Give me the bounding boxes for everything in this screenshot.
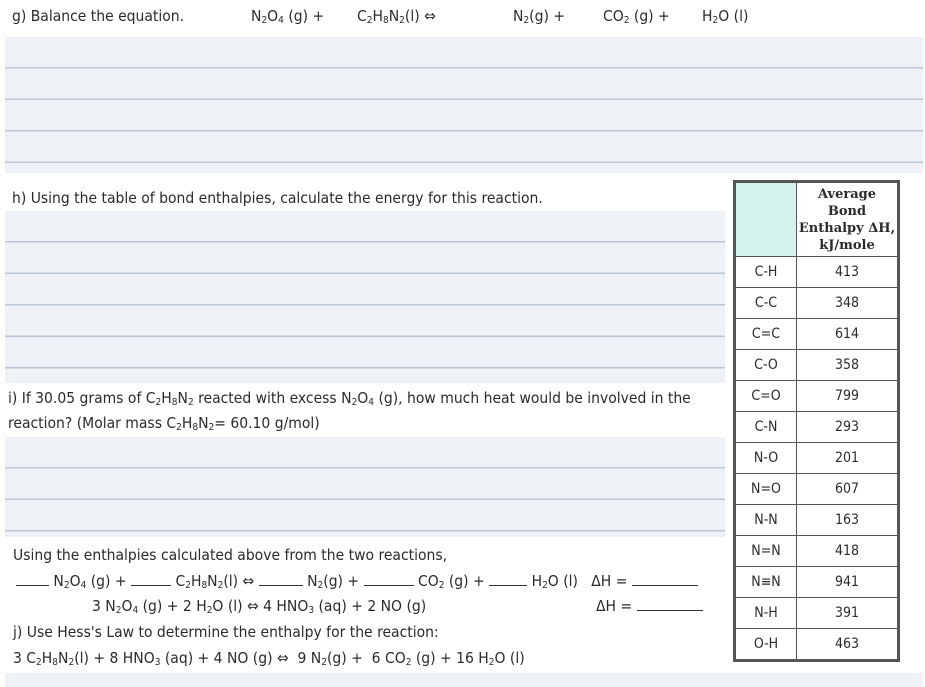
enthalpy-cell: 941 [797, 567, 898, 598]
table-header-empty-cell [736, 183, 797, 257]
table-row [736, 257, 898, 288]
part-g-prompt: g) Balance the equation. [12, 7, 185, 25]
enthalpy-cell: 293 [797, 412, 898, 443]
table-row [736, 319, 898, 350]
enthalpy-cell: 348 [797, 288, 898, 319]
part-h-prompt: h) Using the table of bond enthalpies, calculate the energy for this reaction. [12, 189, 543, 207]
reaction-2: 3 $N_2O_4$ (g) + 2 $H_2O$ (l) ⇔ 4 $HNO_3$ (aq) + 2 NO (g) [92, 597, 427, 616]
answer-area-j[interactable] [5, 673, 923, 687]
table-row [736, 629, 898, 660]
bond-cell: C-H [736, 257, 797, 288]
enthalpy-cell: 418 [797, 536, 898, 567]
table-row [736, 474, 898, 505]
answer-area-g[interactable] [5, 37, 923, 173]
bond-cell: N-H [736, 598, 797, 629]
table-row [736, 536, 898, 567]
equation-term-n2: $N_2(g)$ + [513, 7, 566, 26]
enthalpy-cell: 607 [797, 474, 898, 505]
enthalpy-cell: 163 [797, 505, 898, 536]
equation-term-c2h8n2: $C_2H_8N_2(l)$ ⇔ [357, 7, 436, 26]
enthalpy-cell: 614 [797, 319, 898, 350]
equation-term-n2o4: $N_2O_4$ (g) + [251, 7, 325, 26]
part-i-question-line1: i) If 30.05 grams of $C_2H_8N_2$ reacted with excess $N_2O_4$ (g), how much heat would be involved in the [8, 389, 691, 408]
table-row [736, 288, 898, 319]
hess-intro: Using the enthalpies calculated above from the two reactions, [13, 546, 448, 564]
table-row [736, 350, 898, 381]
bond-cell: N=N [736, 536, 797, 567]
table-row [736, 443, 898, 474]
part-i-question-line2: reaction? (Molar mass $C_2H_8N_2= 60.10$ g/mol) [8, 414, 320, 433]
enthalpy-cell: 799 [797, 381, 898, 412]
enthalpy-cell: 201 [797, 443, 898, 474]
reaction-1-blank-equation: $N_2O_4$ $(g) + C_2H_8N_2(l)$ ⇔ $N_2(g) + CO_2$ $(g) + H_2O$ (l) ΔH = [16, 572, 698, 590]
enthalpy-cell: 391 [797, 598, 898, 629]
enthalpy-cell: 413 [797, 257, 898, 288]
answer-area-h[interactable] [5, 211, 725, 383]
target-reaction: 3 $C_2H_8N_2(l) + 8$ $HNO_3$ (aq) + 4 NO (g) ⇔ 9 $N_2(g) + 6$ $CO_2$ (g) + 16 $H_2O$ (l) [13, 649, 525, 668]
bond-enthalpy-table [735, 182, 898, 660]
table-header-enthalpy: Average Bond Enthalpy ΔH, kJ/mole [797, 183, 898, 257]
equation-term-co2: $CO_2$ (g) + [603, 7, 670, 26]
bond-cell: C-C [736, 288, 797, 319]
table-row [736, 505, 898, 536]
bond-cell: N=O [736, 474, 797, 505]
enthalpy-cell: 463 [797, 629, 898, 660]
bond-cell: C-O [736, 350, 797, 381]
enthalpy-cell: 358 [797, 350, 898, 381]
bond-cell: C=O [736, 381, 797, 412]
answer-area-i[interactable] [5, 437, 725, 537]
bond-cell: N≡N [736, 567, 797, 598]
table-row [736, 381, 898, 412]
reaction-2-dh: ΔH = [596, 597, 703, 615]
part-j-prompt: j) Use Hess's Law to determine the enthalpy for the reaction: [13, 623, 439, 641]
bond-cell: C-N [736, 412, 797, 443]
table-row [736, 412, 898, 443]
table-header-row [736, 183, 898, 257]
equation-term-h2o: $H_2O$ (l) [702, 7, 749, 26]
bond-cell: C=C [736, 319, 797, 350]
bond-cell: N-N [736, 505, 797, 536]
table-row [736, 567, 898, 598]
bond-cell: O-H [736, 629, 797, 660]
table-row [736, 598, 898, 629]
bond-cell: N-O [736, 443, 797, 474]
